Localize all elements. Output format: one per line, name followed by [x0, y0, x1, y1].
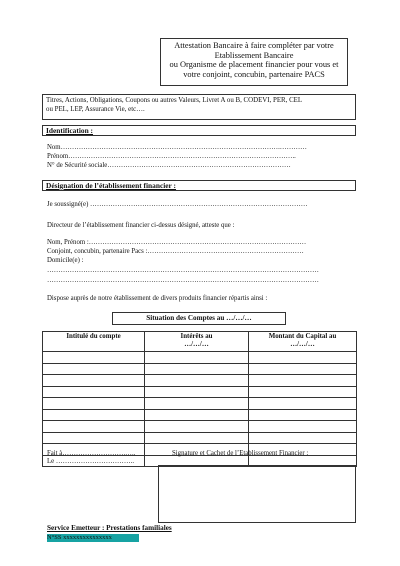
table-cell[interactable] — [43, 386, 145, 398]
title-line: Attestation Bancaire à faire compléter par votre — [174, 41, 334, 50]
table-cell[interactable] — [249, 375, 357, 387]
date-field[interactable]: Le …………………………….. — [47, 458, 135, 465]
table-cell[interactable] — [43, 363, 145, 375]
table-cell[interactable] — [43, 375, 145, 387]
table-cell[interactable] — [145, 398, 249, 410]
table-cell[interactable] — [145, 409, 249, 421]
table-cell[interactable] — [145, 386, 249, 398]
service-emetteur: Service Emetteur : Prestations familiales — [47, 524, 172, 532]
table-cell[interactable] — [43, 352, 145, 364]
designation-heading: Désignation de l’établissement financier : — [42, 180, 356, 191]
table-row — [43, 398, 357, 410]
table-cell[interactable] — [249, 398, 357, 410]
assets-box — [42, 94, 356, 120]
prenom-field[interactable]: Prénom……………………………………………………………………………………….. — [47, 153, 296, 160]
table-cell[interactable] — [43, 398, 145, 410]
table-cell[interactable] — [43, 421, 145, 433]
table-cell[interactable] — [249, 352, 357, 364]
signature-box[interactable] — [158, 465, 356, 523]
situation-title: Situation des Comptes au …/…/… — [112, 312, 286, 325]
table-cell[interactable] — [249, 386, 357, 398]
table-cell[interactable] — [249, 409, 357, 421]
dispose-text: Dispose auprès de notre établissement de divers produits financier répartis ainsi : — [47, 295, 268, 302]
table-row — [43, 421, 357, 433]
accounts-table — [42, 331, 357, 467]
assets-line: ou PEL, LEP, Assurance Vie, etc…. — [46, 105, 145, 113]
column-header-capital: Montant du Capital au …/…/… — [249, 332, 357, 352]
identification-heading: Identification : — [42, 125, 356, 136]
nom-field[interactable]: Nom…………………………………………………………………………………….………… — [47, 144, 307, 151]
table-header-row — [43, 332, 357, 352]
fait-a-field[interactable]: Fait à……………………….….. — [47, 450, 136, 457]
table-cell[interactable] — [249, 432, 357, 444]
table-cell[interactable] — [145, 421, 249, 433]
table-cell[interactable] — [249, 421, 357, 433]
table-row — [43, 386, 357, 398]
table-row — [43, 363, 357, 375]
table-row — [43, 352, 357, 364]
secu-field[interactable]: N° de Sécurité sociale……………………………………………………………………… — [47, 162, 291, 169]
table-cell[interactable] — [145, 352, 249, 364]
table-row — [43, 409, 357, 421]
table-cell[interactable] — [145, 375, 249, 387]
domicile-label: Domicile(e) : — [47, 257, 84, 264]
conjoint-field[interactable]: Conjoint, concubin, partenaire Pacs :…………………………………………………………… — [47, 248, 304, 255]
title-line: Etablissement Bancaire — [214, 50, 294, 60]
table-cell[interactable] — [43, 409, 145, 421]
table-cell[interactable] — [249, 363, 357, 375]
table-cell[interactable] — [43, 432, 145, 444]
table-row — [43, 375, 357, 387]
table-row — [43, 432, 357, 444]
table-cell[interactable] — [145, 432, 249, 444]
column-header-interets: Intérêts au …/…/… — [145, 332, 249, 352]
assets-line: Titres, Actions, Obligations, Coupons ou autres Valeurs, Livret A ou B, CODEVI, PER, CEL — [46, 97, 303, 104]
title-box — [160, 38, 348, 86]
domicile-field[interactable]: ………………………………………………………………………………………………………… — [47, 277, 319, 284]
title-line: ou Organisme de placement financier pour vous et — [169, 60, 339, 70]
signature-label: Signature et Cachet de l’Etablissement Financier : — [172, 450, 309, 457]
soussigne-field[interactable]: Je soussigné(e) …………………………………………………………………………………… — [47, 201, 308, 208]
column-header-intitule: Intitulé du compte — [43, 332, 145, 352]
nom-prenom-field[interactable]: Nom, Prénom :…………………………………………………………………………………… — [47, 239, 307, 246]
directeur-text: Directeur de l’établissement financier ci-dessus désigné, atteste que : — [47, 222, 235, 229]
table-cell[interactable] — [145, 363, 249, 375]
ss-number: N°SS xxxxxxxxxxxxxxx — [47, 534, 139, 542]
title-line: votre conjoint, concubin, partenaire PACS — [183, 69, 325, 79]
domicile-field[interactable]: ………………………………………………………………………………………………………… — [47, 267, 319, 274]
